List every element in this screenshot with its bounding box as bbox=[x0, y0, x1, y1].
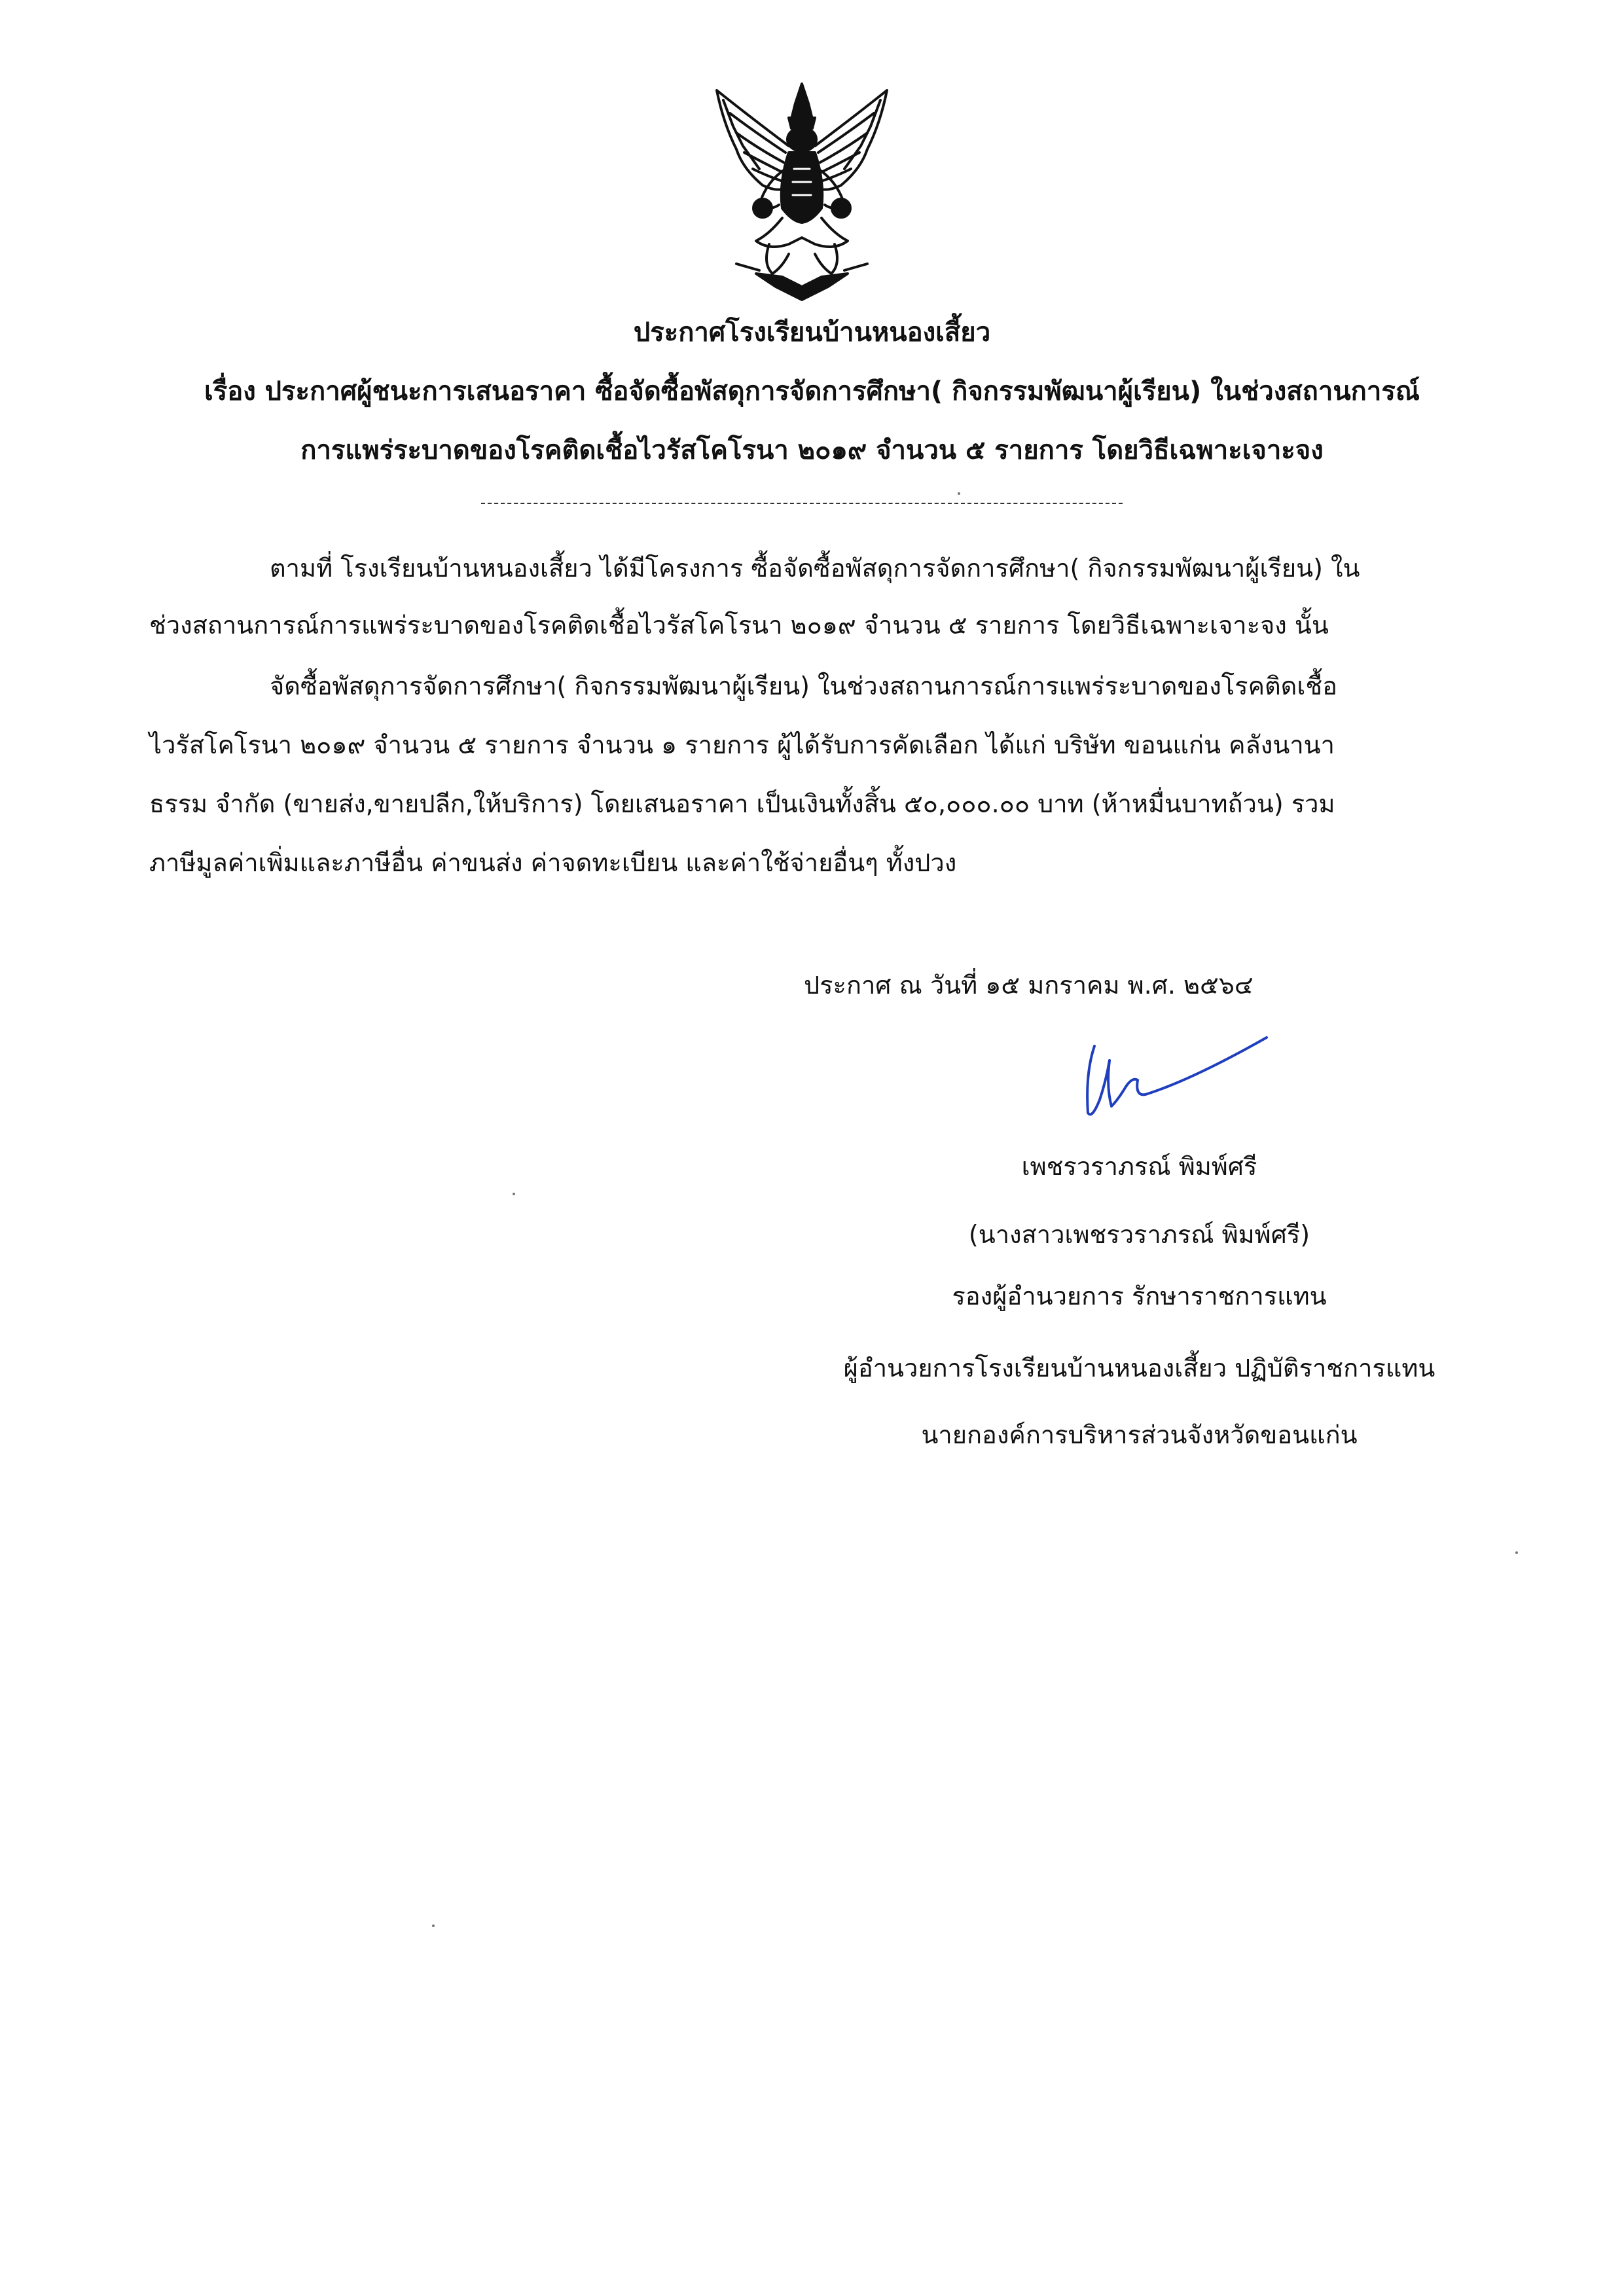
signatory-position-1: รองผู้อำนวยการ รักษาราชการแทน bbox=[952, 1282, 1327, 1310]
paragraph-2-line-1: จัดซื้อพัสดุการจัดการศึกษา( กิจกรรมพัฒนาผู้เรียน) ในช่วงสถานการณ์การแพร่ระบาดของโรคติดเชื้อ bbox=[270, 672, 1337, 700]
subject-line-1: เรื่อง ประกาศผู้ชนะการเสนอราคา ซื้อจัดซื้อพัสดุการจัดการศึกษา( กิจกรรมพัฒนาผู้เรียน) ในช่วงสถานการณ์ bbox=[204, 376, 1420, 407]
signatory-position-3: นายกองค์การบริหารส่วนจังหวัดขอนแก่น bbox=[921, 1420, 1358, 1449]
subject-line-2: การแพร่ระบาดของโรคติดเชื้อไวรัสโคโรนา ๒๐๑๙ จำนวน ๕ รายการ โดยวิธีเฉพาะเจาะจง bbox=[300, 435, 1324, 465]
signatory-position-2: ผู้อำนวยการโรงเรียนบ้านหนองเสี้ยว ปฏิบัติราชการแทน bbox=[843, 1354, 1435, 1382]
scan-speck bbox=[513, 1193, 515, 1195]
header-divider bbox=[481, 503, 1123, 504]
garuda-emblem-icon bbox=[697, 77, 907, 306]
document-title: ประกาศโรงเรียนบ้านหนองเสี้ยว bbox=[633, 317, 991, 348]
signatory-full-name: (นางสาวเพชรวราภรณ์ พิมพ์ศรี) bbox=[968, 1220, 1310, 1249]
scan-speck bbox=[958, 492, 960, 495]
paragraph-2-line-2: ไวรัสโคโรนา ๒๐๑๙ จำนวน ๕ รายการ จำนวน ๑ รายการ ผู้ได้รับการคัดเลือก ได้แก่ บริษัท ขอนแก่น คลังนานา bbox=[149, 731, 1335, 759]
handwritten-signature-icon bbox=[1080, 1034, 1270, 1132]
scan-speck bbox=[1515, 1551, 1518, 1554]
signatory-name: เพชรวราภรณ์ พิมพ์ศรี bbox=[1021, 1152, 1257, 1181]
announcement-date: ประกาศ ณ วันที่ ๑๕ มกราคม พ.ศ. ๒๕๖๔ bbox=[804, 971, 1254, 1000]
paragraph-1-line-2: ช่วงสถานการณ์การแพร่ระบาดของโรคติดเชื้อไวรัสโคโรนา ๒๐๑๙ จำนวน ๕ รายการ โดยวิธีเฉพาะเจาะจง นั้น bbox=[149, 611, 1329, 640]
paragraph-2-line-3: ธรรม จำกัด (ขายส่ง,ขายปลีก,ให้บริการ) โดยเสนอราคา เป็นเงินทั้งสิ้น ๕๐,๐๐๐.๐๐ บาท (ห้าหมื่นบาทถ้วน) รวม bbox=[149, 789, 1335, 818]
paragraph-1-line-1: ตามที่ โรงเรียนบ้านหนองเสี้ยว ได้มีโครงการ ซื้อจัดซื้อพัสดุการจัดการศึกษา( กิจกรรมพัฒนาผู้เรียน) ใน bbox=[270, 554, 1360, 583]
paragraph-2-line-4: ภาษีมูลค่าเพิ่มและภาษีอื่น ค่าขนส่ง ค่าจดทะเบียน และค่าใช้จ่ายอื่นๆ ทั้งปวง bbox=[149, 848, 957, 877]
scan-speck bbox=[432, 1925, 435, 1927]
